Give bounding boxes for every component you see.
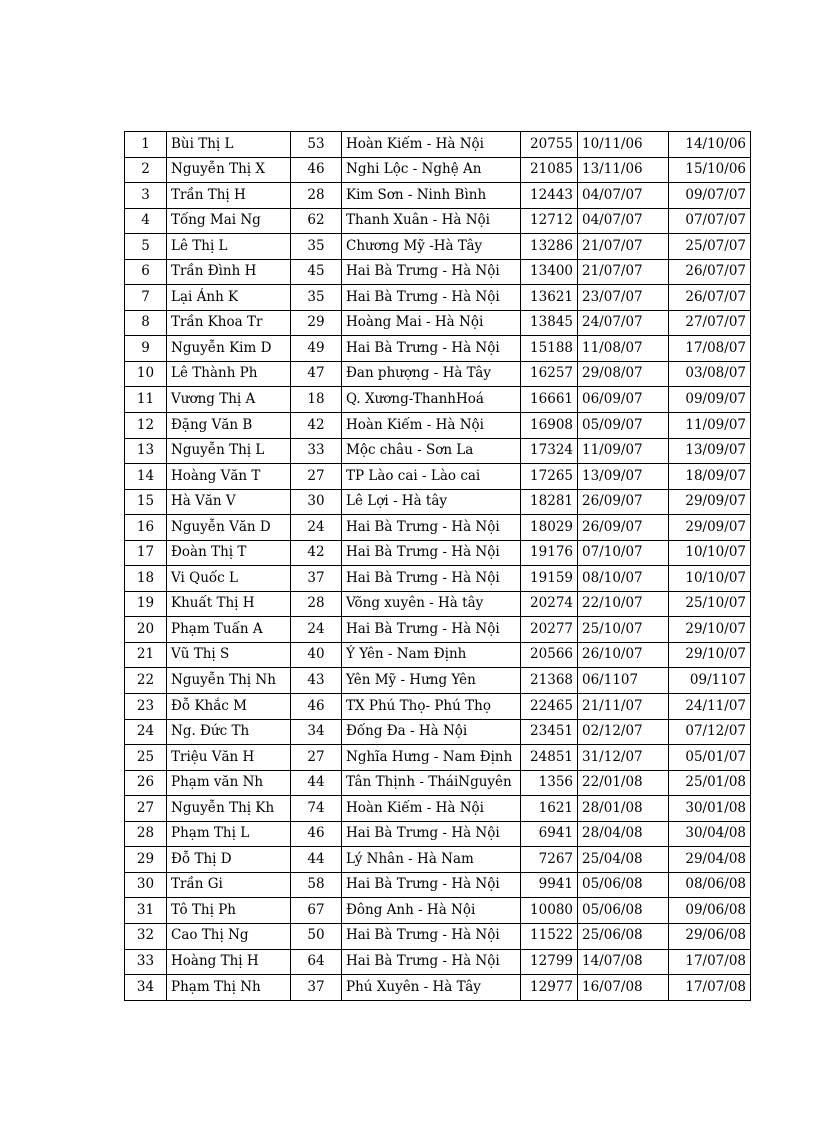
row-number-cell: 19 [125, 591, 167, 617]
admission-date-cell: 04/07/07 [578, 183, 669, 209]
table-row [125, 642, 751, 668]
patient-name-cell: Trần Gi [167, 872, 291, 898]
row-number-cell: 11 [125, 387, 167, 413]
age-cell: 24 [291, 617, 342, 643]
discharge-date-cell: 25/10/07 [669, 591, 751, 617]
table-row [125, 208, 751, 234]
table-row [125, 796, 751, 822]
patient-name-cell: Trần Đình H [167, 259, 291, 285]
age-cell: 27 [291, 745, 342, 771]
address-cell: Hai Bà Trưng - Hà Nội [342, 515, 521, 541]
address-cell: Hoàng Mai - Hà Nội [342, 310, 521, 336]
age-cell: 53 [291, 132, 342, 158]
row-number-cell: 18 [125, 566, 167, 592]
record-code-cell: 12443 [521, 183, 578, 209]
admission-date-cell: 28/01/08 [578, 796, 669, 822]
admission-date-cell: 26/09/07 [578, 489, 669, 515]
record-code-cell: 7267 [521, 847, 578, 873]
admission-date-cell: 25/04/08 [578, 847, 669, 873]
row-number-cell: 25 [125, 745, 167, 771]
table-row [125, 591, 751, 617]
table-row [125, 132, 751, 158]
discharge-date-cell: 29/09/07 [669, 489, 751, 515]
patient-name-cell: Phạm Thị L [167, 821, 291, 847]
table-row [125, 310, 751, 336]
records-table [124, 131, 751, 1001]
record-code-cell: 16257 [521, 361, 578, 387]
patient-name-cell: Nguyễn Văn D [167, 515, 291, 541]
admission-date-cell: 25/10/07 [578, 617, 669, 643]
patient-name-cell: Nguyễn Thị Nh [167, 668, 291, 694]
address-cell: Hai Bà Trưng - Hà Nội [342, 566, 521, 592]
discharge-date-cell: 09/1107 [669, 668, 751, 694]
age-cell: 42 [291, 413, 342, 439]
discharge-date-cell: 26/07/07 [669, 259, 751, 285]
age-cell: 49 [291, 336, 342, 362]
address-cell: Chương Mỹ -Hà Tây [342, 234, 521, 260]
patient-name-cell: Lê Thành Ph [167, 361, 291, 387]
row-number-cell: 3 [125, 183, 167, 209]
patient-name-cell: Cao Thị Ng [167, 923, 291, 949]
age-cell: 64 [291, 949, 342, 975]
patient-name-cell: Khuất Thị H [167, 591, 291, 617]
address-cell: Hoàn Kiếm - Hà Nội [342, 413, 521, 439]
address-cell: Hai Bà Trưng - Hà Nội [342, 617, 521, 643]
record-code-cell: 6941 [521, 821, 578, 847]
table-row [125, 489, 751, 515]
address-cell: Hai Bà Trưng - Hà Nội [342, 872, 521, 898]
admission-date-cell: 13/11/06 [578, 157, 669, 183]
admission-date-cell: 08/10/07 [578, 566, 669, 592]
patient-name-cell: Đỗ Khắc M [167, 694, 291, 720]
row-number-cell: 31 [125, 898, 167, 924]
record-code-cell: 13400 [521, 259, 578, 285]
age-cell: 28 [291, 183, 342, 209]
record-code-cell: 10080 [521, 898, 578, 924]
discharge-date-cell: 08/06/08 [669, 872, 751, 898]
discharge-date-cell: 09/06/08 [669, 898, 751, 924]
age-cell: 50 [291, 923, 342, 949]
patient-name-cell: Nguyễn Kim D [167, 336, 291, 362]
address-cell: Ý Yên - Nam Định [342, 642, 521, 668]
admission-date-cell: 21/11/07 [578, 694, 669, 720]
address-cell: Hai Bà Trưng - Hà Nội [342, 336, 521, 362]
age-cell: 29 [291, 310, 342, 336]
row-number-cell: 30 [125, 872, 167, 898]
discharge-date-cell: 30/01/08 [669, 796, 751, 822]
patient-name-cell: Nguyễn Thị L [167, 438, 291, 464]
row-number-cell: 29 [125, 847, 167, 873]
admission-date-cell: 24/07/07 [578, 310, 669, 336]
age-cell: 67 [291, 898, 342, 924]
row-number-cell: 32 [125, 923, 167, 949]
age-cell: 45 [291, 259, 342, 285]
address-cell: Đống Đa - Hà Nội [342, 719, 521, 745]
admission-date-cell: 05/09/07 [578, 413, 669, 439]
row-number-cell: 28 [125, 821, 167, 847]
row-number-cell: 33 [125, 949, 167, 975]
patient-name-cell: Ng. Đức Th [167, 719, 291, 745]
discharge-date-cell: 07/12/07 [669, 719, 751, 745]
patient-name-cell: Vi Quốc L [167, 566, 291, 592]
row-number-cell: 13 [125, 438, 167, 464]
age-cell: 37 [291, 566, 342, 592]
age-cell: 47 [291, 361, 342, 387]
address-cell: Hai Bà Trưng - Hà Nội [342, 821, 521, 847]
patient-name-cell: Lê Thị L [167, 234, 291, 260]
address-cell: Đông Anh - Hà Nội [342, 898, 521, 924]
address-cell: Yên Mỹ - Hưng Yên [342, 668, 521, 694]
table-row [125, 336, 751, 362]
admission-date-cell: 04/07/07 [578, 208, 669, 234]
discharge-date-cell: 26/07/07 [669, 285, 751, 311]
address-cell: Hai Bà Trưng - Hà Nội [342, 285, 521, 311]
table-row [125, 821, 751, 847]
table-row [125, 361, 751, 387]
record-code-cell: 20277 [521, 617, 578, 643]
record-code-cell: 16661 [521, 387, 578, 413]
address-cell: Hai Bà Trưng - Hà Nội [342, 949, 521, 975]
discharge-date-cell: 13/09/07 [669, 438, 751, 464]
table-row [125, 387, 751, 413]
table-row [125, 617, 751, 643]
record-code-cell: 13621 [521, 285, 578, 311]
discharge-date-cell: 29/09/07 [669, 515, 751, 541]
discharge-date-cell: 10/10/07 [669, 566, 751, 592]
table-row [125, 285, 751, 311]
address-cell: Q. Xương-ThanhHoá [342, 387, 521, 413]
record-code-cell: 19159 [521, 566, 578, 592]
discharge-date-cell: 05/01/07 [669, 745, 751, 771]
discharge-date-cell: 15/10/06 [669, 157, 751, 183]
admission-date-cell: 21/07/07 [578, 234, 669, 260]
record-code-cell: 16908 [521, 413, 578, 439]
age-cell: 30 [291, 489, 342, 515]
age-cell: 44 [291, 770, 342, 796]
patient-name-cell: Đoàn Thị T [167, 540, 291, 566]
admission-date-cell: 21/07/07 [578, 259, 669, 285]
row-number-cell: 1 [125, 132, 167, 158]
record-code-cell: 18029 [521, 515, 578, 541]
admission-date-cell: 22/01/08 [578, 770, 669, 796]
patient-name-cell: Lại Ánh K [167, 285, 291, 311]
row-number-cell: 17 [125, 540, 167, 566]
discharge-date-cell: 17/08/07 [669, 336, 751, 362]
address-cell: Phú Xuyên - Hà Tây [342, 975, 521, 1001]
record-code-cell: 12977 [521, 975, 578, 1001]
patient-name-cell: Hoàng Văn T [167, 464, 291, 490]
table-row [125, 745, 751, 771]
age-cell: 43 [291, 668, 342, 694]
address-cell: Hoàn Kiếm - Hà Nội [342, 796, 521, 822]
age-cell: 42 [291, 540, 342, 566]
table-row [125, 464, 751, 490]
table-row [125, 949, 751, 975]
patient-name-cell: Trần Thị H [167, 183, 291, 209]
age-cell: 74 [291, 796, 342, 822]
record-code-cell: 23451 [521, 719, 578, 745]
record-code-cell: 11522 [521, 923, 578, 949]
patient-name-cell: Đặng Văn B [167, 413, 291, 439]
admission-date-cell: 22/10/07 [578, 591, 669, 617]
admission-date-cell: 16/07/08 [578, 975, 669, 1001]
row-number-cell: 22 [125, 668, 167, 694]
patient-name-cell: Bùi Thị L [167, 132, 291, 158]
admission-date-cell: 11/08/07 [578, 336, 669, 362]
address-cell: Võng xuyên - Hà tây [342, 591, 521, 617]
discharge-date-cell: 29/10/07 [669, 617, 751, 643]
discharge-date-cell: 29/10/07 [669, 642, 751, 668]
address-cell: Kim Sơn - Ninh Bình [342, 183, 521, 209]
age-cell: 40 [291, 642, 342, 668]
row-number-cell: 20 [125, 617, 167, 643]
admission-date-cell: 29/08/07 [578, 361, 669, 387]
record-code-cell: 1621 [521, 796, 578, 822]
table-row [125, 566, 751, 592]
table-row [125, 668, 751, 694]
discharge-date-cell: 29/06/08 [669, 923, 751, 949]
age-cell: 34 [291, 719, 342, 745]
patient-name-cell: Tống Mai Ng [167, 208, 291, 234]
row-number-cell: 26 [125, 770, 167, 796]
table-row [125, 923, 751, 949]
address-cell: Lý Nhân - Hà Nam [342, 847, 521, 873]
row-number-cell: 6 [125, 259, 167, 285]
table-row [125, 259, 751, 285]
discharge-date-cell: 10/10/07 [669, 540, 751, 566]
row-number-cell: 4 [125, 208, 167, 234]
row-number-cell: 24 [125, 719, 167, 745]
record-code-cell: 12712 [521, 208, 578, 234]
discharge-date-cell: 11/09/07 [669, 413, 751, 439]
age-cell: 62 [291, 208, 342, 234]
discharge-date-cell: 03/08/07 [669, 361, 751, 387]
patient-name-cell: Đỗ Thị D [167, 847, 291, 873]
admission-date-cell: 25/06/08 [578, 923, 669, 949]
record-code-cell: 20274 [521, 591, 578, 617]
admission-date-cell: 23/07/07 [578, 285, 669, 311]
record-code-cell: 13845 [521, 310, 578, 336]
patient-name-cell: Hà Văn V [167, 489, 291, 515]
patient-name-cell: Tô Thị Ph [167, 898, 291, 924]
table-row [125, 438, 751, 464]
record-code-cell: 18281 [521, 489, 578, 515]
address-cell: Tân Thịnh - TháiNguyên [342, 770, 521, 796]
table-row [125, 515, 751, 541]
table-row [125, 540, 751, 566]
address-cell: Nghĩa Hưng - Nam Định [342, 745, 521, 771]
row-number-cell: 2 [125, 157, 167, 183]
table-row [125, 183, 751, 209]
patient-name-cell: Trần Khoa Tr [167, 310, 291, 336]
age-cell: 35 [291, 285, 342, 311]
address-cell: Mộc châu - Sơn La [342, 438, 521, 464]
discharge-date-cell: 27/07/07 [669, 310, 751, 336]
row-number-cell: 7 [125, 285, 167, 311]
age-cell: 46 [291, 821, 342, 847]
age-cell: 35 [291, 234, 342, 260]
table-row [125, 234, 751, 260]
address-cell: TX Phú Thọ- Phú Thọ [342, 694, 521, 720]
table-row [125, 975, 751, 1001]
address-cell: Lê Lợi - Hà tây [342, 489, 521, 515]
discharge-date-cell: 29/04/08 [669, 847, 751, 873]
address-cell: Hai Bà Trưng - Hà Nội [342, 259, 521, 285]
admission-date-cell: 31/12/07 [578, 745, 669, 771]
age-cell: 46 [291, 157, 342, 183]
record-code-cell: 24851 [521, 745, 578, 771]
discharge-date-cell: 09/09/07 [669, 387, 751, 413]
patient-name-cell: Triệu Văn H [167, 745, 291, 771]
row-number-cell: 34 [125, 975, 167, 1001]
admission-date-cell: 26/09/07 [578, 515, 669, 541]
admission-date-cell: 13/09/07 [578, 464, 669, 490]
age-cell: 58 [291, 872, 342, 898]
age-cell: 37 [291, 975, 342, 1001]
patient-name-cell: Hoàng Thị H [167, 949, 291, 975]
row-number-cell: 27 [125, 796, 167, 822]
address-cell: TP Lào cai - Lào cai [342, 464, 521, 490]
admission-date-cell: 26/10/07 [578, 642, 669, 668]
admission-date-cell: 28/04/08 [578, 821, 669, 847]
patient-name-cell: Phạm Tuấn A [167, 617, 291, 643]
discharge-date-cell: 17/07/08 [669, 975, 751, 1001]
row-number-cell: 10 [125, 361, 167, 387]
record-code-cell: 12799 [521, 949, 578, 975]
address-cell: Hai Bà Trưng - Hà Nội [342, 540, 521, 566]
record-code-cell: 15188 [521, 336, 578, 362]
row-number-cell: 9 [125, 336, 167, 362]
table-row [125, 719, 751, 745]
age-cell: 28 [291, 591, 342, 617]
patient-name-cell: Phạm Thị Nh [167, 975, 291, 1001]
record-code-cell: 20755 [521, 132, 578, 158]
discharge-date-cell: 17/07/08 [669, 949, 751, 975]
records-table-body [125, 132, 751, 1001]
patient-name-cell: Nguyễn Thị Kh [167, 796, 291, 822]
age-cell: 44 [291, 847, 342, 873]
record-code-cell: 17265 [521, 464, 578, 490]
row-number-cell: 12 [125, 413, 167, 439]
table-row [125, 157, 751, 183]
discharge-date-cell: 30/04/08 [669, 821, 751, 847]
age-cell: 27 [291, 464, 342, 490]
discharge-date-cell: 07/07/07 [669, 208, 751, 234]
row-number-cell: 21 [125, 642, 167, 668]
table-row [125, 413, 751, 439]
row-number-cell: 5 [125, 234, 167, 260]
table-row [125, 770, 751, 796]
discharge-date-cell: 09/07/07 [669, 183, 751, 209]
admission-date-cell: 06/1107 [578, 668, 669, 694]
admission-date-cell: 05/06/08 [578, 872, 669, 898]
address-cell: Đan phượng - Hà Tây [342, 361, 521, 387]
address-cell: Hai Bà Trưng - Hà Nội [342, 923, 521, 949]
record-code-cell: 20566 [521, 642, 578, 668]
admission-date-cell: 10/11/06 [578, 132, 669, 158]
record-code-cell: 21085 [521, 157, 578, 183]
admission-date-cell: 14/07/08 [578, 949, 669, 975]
address-cell: Nghi Lộc - Nghệ An [342, 157, 521, 183]
record-code-cell: 13286 [521, 234, 578, 260]
discharge-date-cell: 24/11/07 [669, 694, 751, 720]
admission-date-cell: 07/10/07 [578, 540, 669, 566]
record-code-cell: 22465 [521, 694, 578, 720]
age-cell: 18 [291, 387, 342, 413]
row-number-cell: 23 [125, 694, 167, 720]
table-row [125, 898, 751, 924]
patient-name-cell: Vương Thị A [167, 387, 291, 413]
discharge-date-cell: 18/09/07 [669, 464, 751, 490]
table-row [125, 872, 751, 898]
discharge-date-cell: 14/10/06 [669, 132, 751, 158]
age-cell: 24 [291, 515, 342, 541]
admission-date-cell: 05/06/08 [578, 898, 669, 924]
patient-name-cell: Nguyễn Thị X [167, 157, 291, 183]
table-row [125, 694, 751, 720]
row-number-cell: 15 [125, 489, 167, 515]
age-cell: 33 [291, 438, 342, 464]
patient-name-cell: Vũ Thị S [167, 642, 291, 668]
discharge-date-cell: 25/01/08 [669, 770, 751, 796]
patient-name-cell: Phạm văn Nh [167, 770, 291, 796]
row-number-cell: 8 [125, 310, 167, 336]
record-code-cell: 17324 [521, 438, 578, 464]
record-code-cell: 21368 [521, 668, 578, 694]
row-number-cell: 14 [125, 464, 167, 490]
admission-date-cell: 11/09/07 [578, 438, 669, 464]
address-cell: Thanh Xuân - Hà Nội [342, 208, 521, 234]
discharge-date-cell: 25/07/07 [669, 234, 751, 260]
table-row [125, 847, 751, 873]
record-code-cell: 1356 [521, 770, 578, 796]
admission-date-cell: 06/09/07 [578, 387, 669, 413]
row-number-cell: 16 [125, 515, 167, 541]
record-code-cell: 9941 [521, 872, 578, 898]
age-cell: 46 [291, 694, 342, 720]
address-cell: Hoàn Kiếm - Hà Nội [342, 132, 521, 158]
record-code-cell: 19176 [521, 540, 578, 566]
admission-date-cell: 02/12/07 [578, 719, 669, 745]
